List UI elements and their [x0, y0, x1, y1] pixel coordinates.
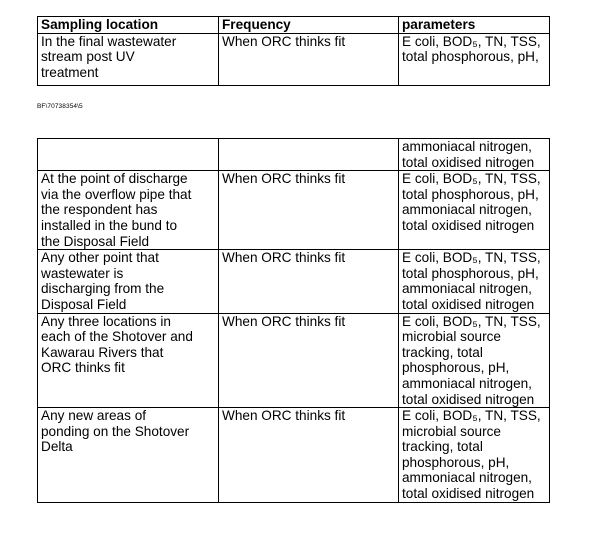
- table-row: [38, 33, 550, 85]
- parameters-cell: E coli, BOD₅, TN, TSS, microbial source tracking, total phosphorous, pH, ammoniacal nitrogen, total oxidised nitrogen: [399, 408, 550, 503]
- location-cell: At the point of discharge via the overflow pipe that the respondent has installed in the bund to the Disposal Field: [38, 171, 219, 250]
- continuation-row: [38, 139, 550, 171]
- continuation-parameters: ammoniacal nitrogen, total oxidised nitrogen: [399, 139, 550, 171]
- empty-cell: [219, 139, 399, 171]
- table-row: [38, 250, 550, 313]
- table-row: [38, 408, 550, 503]
- location-cell: Any new areas of ponding on the Shotover Delta: [38, 408, 219, 503]
- parameters-line: total phosphorous, pH,: [402, 49, 539, 65]
- header-frequency: Frequency: [219, 17, 399, 34]
- frequency-cell: When ORC thinks fit: [219, 250, 399, 313]
- header-row: [38, 17, 550, 34]
- empty-cell: [38, 139, 219, 171]
- sampling-table-top: [37, 16, 550, 86]
- parameters-cell: E coli, BOD₅, TN, TSS, microbial source tracking, total phosphorous, pH, ammoniacal nitrogen, total oxidised nitrogen: [399, 313, 550, 408]
- frequency-cell: When ORC thinks fit: [219, 313, 399, 408]
- location-cell: Any three locations in each of the Shotover and Kawarau Rivers that ORC thinks fit: [38, 313, 219, 408]
- frequency-cell: When ORC thinks fit: [219, 171, 399, 250]
- table-row: [38, 313, 550, 408]
- location-cell: In the final wastewater stream post UV treatment: [38, 33, 219, 85]
- sampling-table-continued: [37, 138, 550, 503]
- table-row: [38, 171, 550, 250]
- header-sampling-location: Sampling location: [38, 17, 219, 34]
- parameters-cell: E coli, BOD₅, TN, TSS, total phosphorous, pH, ammoniacal nitrogen, total oxidised nitrogen: [399, 171, 550, 250]
- parameters-line: E coli, BOD₅, TN, TSS,: [402, 33, 541, 49]
- frequency-cell: When ORC thinks fit: [219, 33, 399, 85]
- frequency-cell: When ORC thinks fit: [219, 408, 399, 503]
- document-reference: BF\70738354\5: [37, 103, 83, 110]
- header-parameters: parameters: [399, 17, 550, 34]
- location-cell: Any other point that wastewater is discharging from the Disposal Field: [38, 250, 219, 313]
- parameters-cell: E coli, BOD₅, TN, TSS, total phosphorous, pH, ammoniacal nitrogen, total oxidised nitrogen: [399, 250, 550, 313]
- parameters-cell: [399, 33, 550, 85]
